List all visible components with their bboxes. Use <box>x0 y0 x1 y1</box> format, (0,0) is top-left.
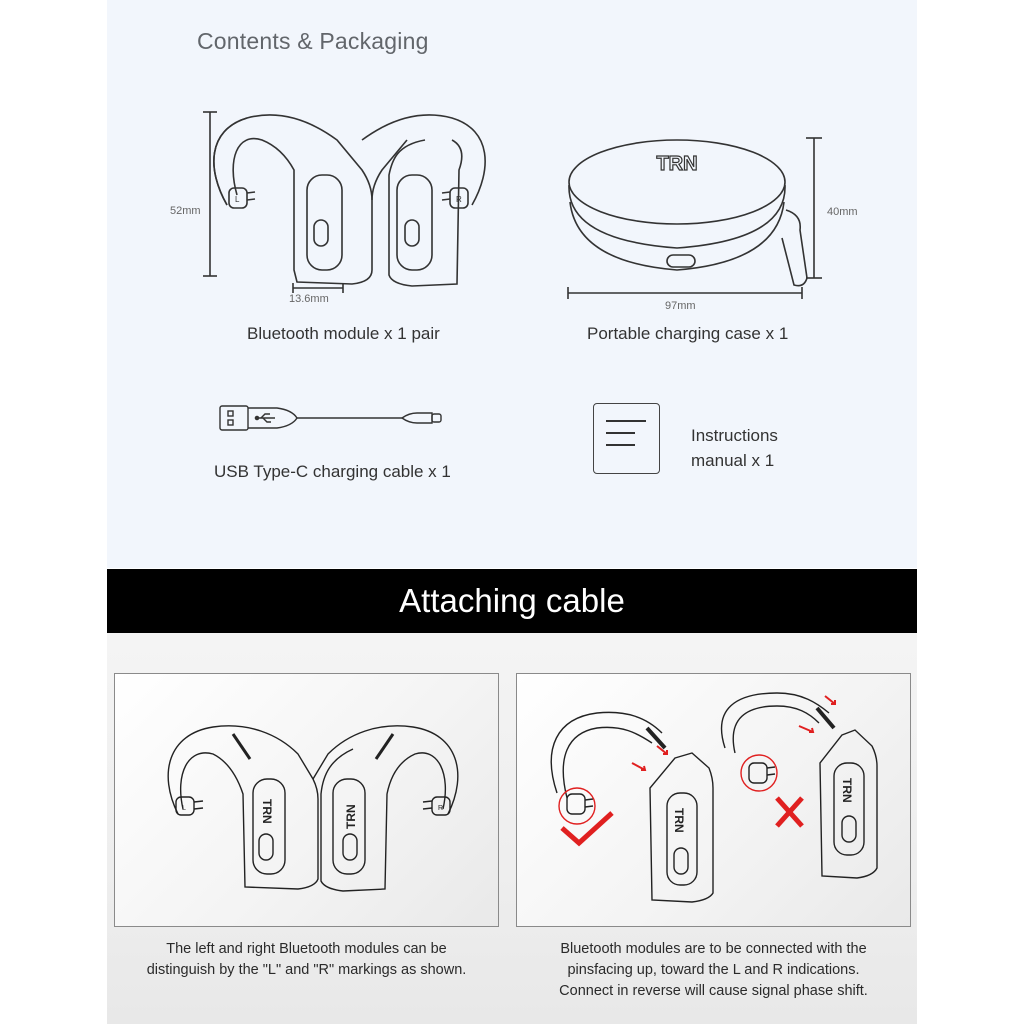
svg-text:TRN: TRN <box>260 799 274 824</box>
lr-markings-panel <box>114 673 499 927</box>
section-title: Contents & Packaging <box>197 28 429 54</box>
banner-title: Attaching cable <box>399 582 625 619</box>
modules-lr-illustration <box>153 719 473 899</box>
pin-orientation-illustration <box>537 688 897 908</box>
svg-text:TRN: TRN <box>672 808 686 833</box>
incorrect-cross-icon <box>777 798 802 826</box>
manual-caption-line1: Instructions <box>691 426 778 445</box>
dimension-height-label: 52mm <box>170 205 201 217</box>
manual-caption-line2: manual x 1 <box>691 451 775 470</box>
charging-case-caption: Portable charging case x 1 <box>587 324 789 343</box>
svg-text:TRN: TRN <box>344 804 358 829</box>
lr-markings-note: The left and right Bluetooth modules can be distinguish by the "L" and "R" markings as shown. <box>146 941 467 978</box>
usb-cable-icon <box>217 402 457 434</box>
svg-text:TRN: TRN <box>840 778 854 803</box>
svg-text:R: R <box>456 195 462 204</box>
charging-case-illustration <box>562 130 822 305</box>
usb-cable-caption: USB Type-C charging cable x 1 <box>214 462 451 481</box>
attaching-section <box>107 633 917 1024</box>
pin-orientation-note: Bluetooth modules are to be connected with the pinsfacing up, toward the L and R indications. Connect in reverse will cause signal phase shift. <box>559 941 868 999</box>
manual-icon <box>593 403 660 474</box>
case-width-label: 97mm <box>665 300 696 312</box>
dimension-width-label: 13.6mm <box>289 293 329 305</box>
svg-text:L: L <box>182 805 186 812</box>
svg-text:L: L <box>235 195 240 204</box>
page <box>107 0 917 1024</box>
contents-section <box>107 0 917 568</box>
bluetooth-module-caption: Bluetooth module x 1 pair <box>247 324 440 343</box>
trn-logo: TRN <box>656 153 698 175</box>
pin-orientation-panel <box>516 673 911 927</box>
attaching-cable-banner <box>107 569 917 633</box>
case-height-label: 40mm <box>827 206 858 218</box>
svg-text:R: R <box>438 805 444 812</box>
bluetooth-modules-illustration <box>167 100 507 310</box>
correct-check-icon <box>562 813 612 843</box>
